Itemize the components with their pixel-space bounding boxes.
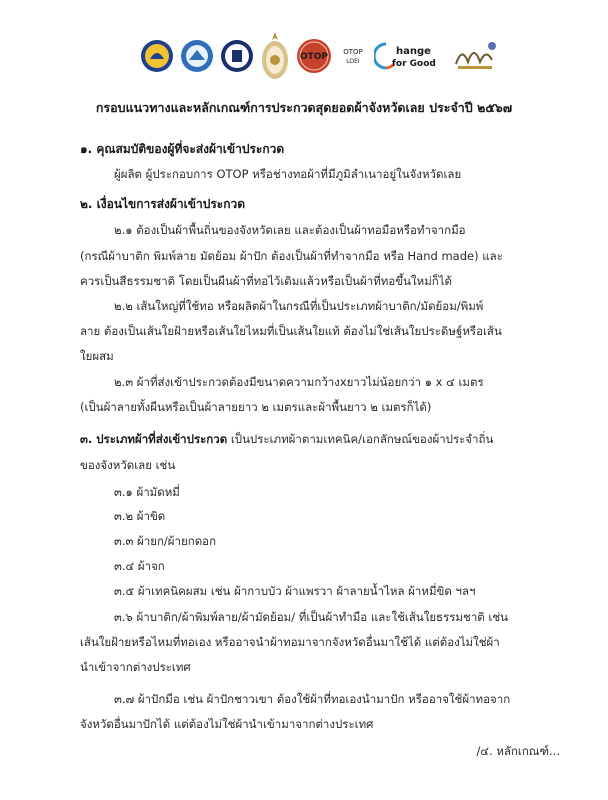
continuation-note: /๔. หลักเกณฑ์...: [476, 744, 560, 758]
change-for-good-logo: [374, 39, 446, 73]
section-3-line: จังหวัดอื่นมาปักได้ แต่ต้องไม่ใช่ผ้านำเข้ามาจากต่างประเทศ: [80, 717, 374, 731]
section-2-line: ควรเป็นสีธรรมชาติ โดยเป็นผืนผ้าที่ทอไว้เดิมแล้วหรือเป็นผ้าที่ทอขึ้นใหม่ก็ได้: [80, 274, 452, 288]
province-seal-logo: [140, 39, 174, 73]
section-3-heading-line: [80, 431, 493, 449]
section-3-item: ๓.๓ ผ้ายก/ผ้ายกดอก: [114, 534, 217, 548]
fabric-wordmark-logo: [452, 36, 500, 76]
section-3-item: ๓.๗ ผ้าปักมือ เช่น ผ้าปักชาวเขา ต้องใช้ผ้าที่ทอเองนำมาปัก หรืออาจใช้ผ้าทอจาก: [114, 692, 511, 706]
section-2-line-text: (กรณีผ้าบาติก พิมพ์ลาย มัดย้อม ผ้าปัก ต้องเป็นผ้าที่ทำจากมือ หรือ Hand made) และ: [80, 249, 503, 263]
department-emblem-logo: [220, 39, 254, 73]
otop-loei-logo: [338, 41, 368, 71]
otop-loei-bottom-text: LOEI: [346, 58, 360, 65]
section-2-line: ใยผสม: [80, 349, 114, 363]
section-3-heading-rest: เป็นประเภทผ้าตามเทคนิค/เอกลักษณ์ของผ้าประจำถิ่น: [227, 432, 494, 446]
section-3-item: ๓.๕ ผ้าเทคนิคผสม เช่น ผ้ากาบบัว ผ้าแพรวา ผ้าลายน้ำไหล ผ้าหมี่ขิด ฯลฯ: [114, 584, 476, 598]
section-2-line: ๒.๒ เส้นใหญ่ที่ใช้ทอ หรือผลิตผ้าในกรณีที่เป็นประเภทผ้าบาติก/มัดย้อม/พิมพ์: [114, 299, 484, 313]
section-3-line: เส้นใยฝ้ายหรือไหมที่ทอเอง หรืออาจนำผ้าทอมาจากจังหวัดอื่นมาใช้ได้ แต่ต้องไม่ใช่ผ้า: [80, 635, 500, 649]
section-3-line: นำเข้าจากต่างประเทศ: [80, 660, 191, 674]
community-development-logo: [180, 39, 214, 73]
document-title: กรอบแนวทางและหลักเกณฑ์การประกวดสุดยอดผ้าจังหวัดเลย ประจำปี ๒๕๖๗: [95, 100, 513, 115]
section-2-line: ลาย ต้องเป็นเส้นใยฝ้ายหรือเส้นใยไหมที่เป็นเส้นใยแท้ ต้องไม่ใช่เส้นใยประดิษฐ์หรือเส้น: [80, 324, 502, 338]
otop-loei-top-text: OTOP: [343, 48, 363, 56]
section-3-item: ๓.๑ ผ้ามัดหมี่: [114, 485, 180, 499]
logo-strip: [140, 28, 500, 84]
section-2-line: [80, 248, 503, 266]
otop-logo: [296, 38, 332, 74]
section-2-line: (เป็นผ้าลายทั้งผืนหรือเป็นผ้าลายยาว ๒ เมตรและผ้าพื้นยาว ๒ เมตรก็ได้): [80, 400, 432, 414]
change-line2-text: for Good: [392, 59, 436, 69]
section-2-line: ๒.๑ ต้องเป็นผ้าพื้นถิ่นของจังหวัดเลย และต้องเป็นผ้าทอมือหรือทำจากมือ: [114, 223, 466, 237]
section-3-heading: ๓. ประเภทผ้าที่ส่งเข้าประกวด: [80, 432, 228, 446]
section-2-line: ๒.๓ ผ้าที่ส่งเข้าประกวดต้องมีขนาดความกว้างxยาวไม่น้อยกว่า ๑ x ๔ เมตร: [114, 375, 484, 389]
section-1-line: ผู้ผลิต ผู้ประกอบการ OTOP หรือช่างทอผ้าที่มีภูมิลำเนาอยู่ในจังหวัดเลย: [114, 167, 462, 181]
royal-emblem-logo: [260, 30, 290, 82]
change-line1-text: hange: [396, 46, 431, 57]
section-3-line: ของจังหวัดเลย เช่น: [80, 458, 176, 472]
section-1-heading: ๑. คุณสมบัติของผู้ที่จะส่งผ้าเข้าประกวด: [80, 142, 285, 156]
section-3-item: ๓.๒ ผ้าขิด: [114, 509, 166, 523]
section-2-heading: ๒. เงื่อนไขการส่งผ้าเข้าประกวด: [80, 197, 246, 211]
section-3-item: ๓.๖ ผ้าบาติก/ผ้าพิมพ์ลาย/ผ้ามัดย้อม/ ที่เป็นผ้าทำมือ และใช้เส้นใยธรรมชาติ เช่น: [114, 610, 508, 624]
section-3-item: ๓.๔ ผ้าจก: [114, 559, 165, 573]
otop-logo-text: OTOP: [299, 52, 329, 62]
